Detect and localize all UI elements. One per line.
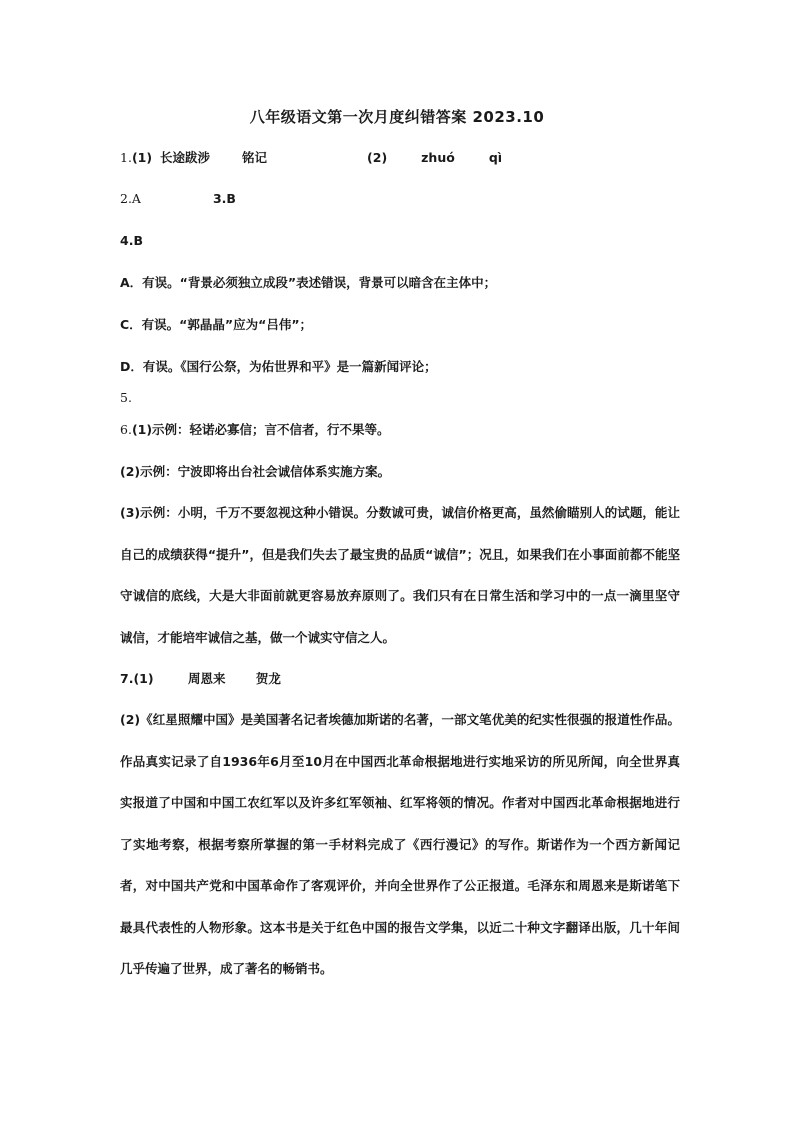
question-1-answer-1b: 铭记 [242,150,268,165]
question-7-part1-line [120,669,281,689]
question-1-number: 1. [120,150,132,165]
question-2-3-line [120,189,236,209]
question-2-answer: 2.A [120,191,141,206]
question-3-answer: 3.B [212,191,236,206]
question-6-part1: (1)示例：轻诺必寡信；言不信者，行不果等。 [131,422,390,437]
question-7-name-2: 贺龙 [255,671,281,686]
question-6-part3: (3)示例：小明，千万不要忽视这种小错误。分数诚可贵，诚信价格更高，虽然偷瞄别人的试题，能让自己的成绩获得“提升”，但是我们失去了最宝贵的品质“诚信”；况且，如果我们在小事面前都不能坚守诚信的底线，大是大非面前就更容易放弃原则了。我们只有在日常生活和学习中的一点一滴里坚守诚信，才能培牢诚信之基，做一个诚实守信之人。 [120,505,680,645]
question-4-option-a: A．有误。“背景必须独立成段”表述错误，背景可以暗含在主体中； [120,275,497,290]
page-title: 八年级语文第一次月度纠错答案 2023.10 [249,108,545,126]
question-6-number: 6. [120,422,132,437]
question-1-part1-label: (1) [131,150,153,165]
question-7-name-1: 周恩来 [187,671,226,686]
question-5-label: 5. [120,390,132,405]
question-1-line [120,148,502,168]
question-1-answer-1a: 长途跋涉 [160,150,211,165]
question-1-answer-2b: qì [488,150,503,165]
question-1-answer-2a: zhuó [421,150,455,165]
question-4-option-c: C．有误。“郭晶晶”应为“吕伟”； [120,317,313,332]
question-7-part2: (2)《红星照耀中国》是美国著名记者埃德加斯诺的名著，一部文笔优美的纪实性很强的报道性作品。作品真实记录了自1936年6月至10月在中国西北革命根据地进行实地采访的所见所闻，向全世界真实报道了中国和中国工农红军以及许多红军领袖、红军将领的情况。作者对中国西北革命根据地进行了实地考察，根据考察所掌握的第一手材料完成了《西行漫记》的写作。斯诺作为一个西方新闻记者，对中国共产党和中国革命作了客观评价，并向全世界作了公正报道。毛泽东和周恩来是斯诺笔下最具代表性的人物形象。这本书是关于红色中国的报告文学集，以近二十种文字翻译出版，几十年间几乎传遍了世界，成了著名的畅销书。 [120,712,680,976]
question-4-answer: 4.B [120,233,143,248]
question-1-part2-label: (2) [367,150,388,165]
question-6-part2: (2)示例：宁波即将出台社会诚信体系实施方案。 [120,464,391,479]
question-7-label: 7.(1) [120,671,154,686]
question-6-part1-line [120,420,390,440]
question-4-option-d: D．有误。《国行公祭，为佑世界和平》是一篇新闻评论； [120,359,437,374]
